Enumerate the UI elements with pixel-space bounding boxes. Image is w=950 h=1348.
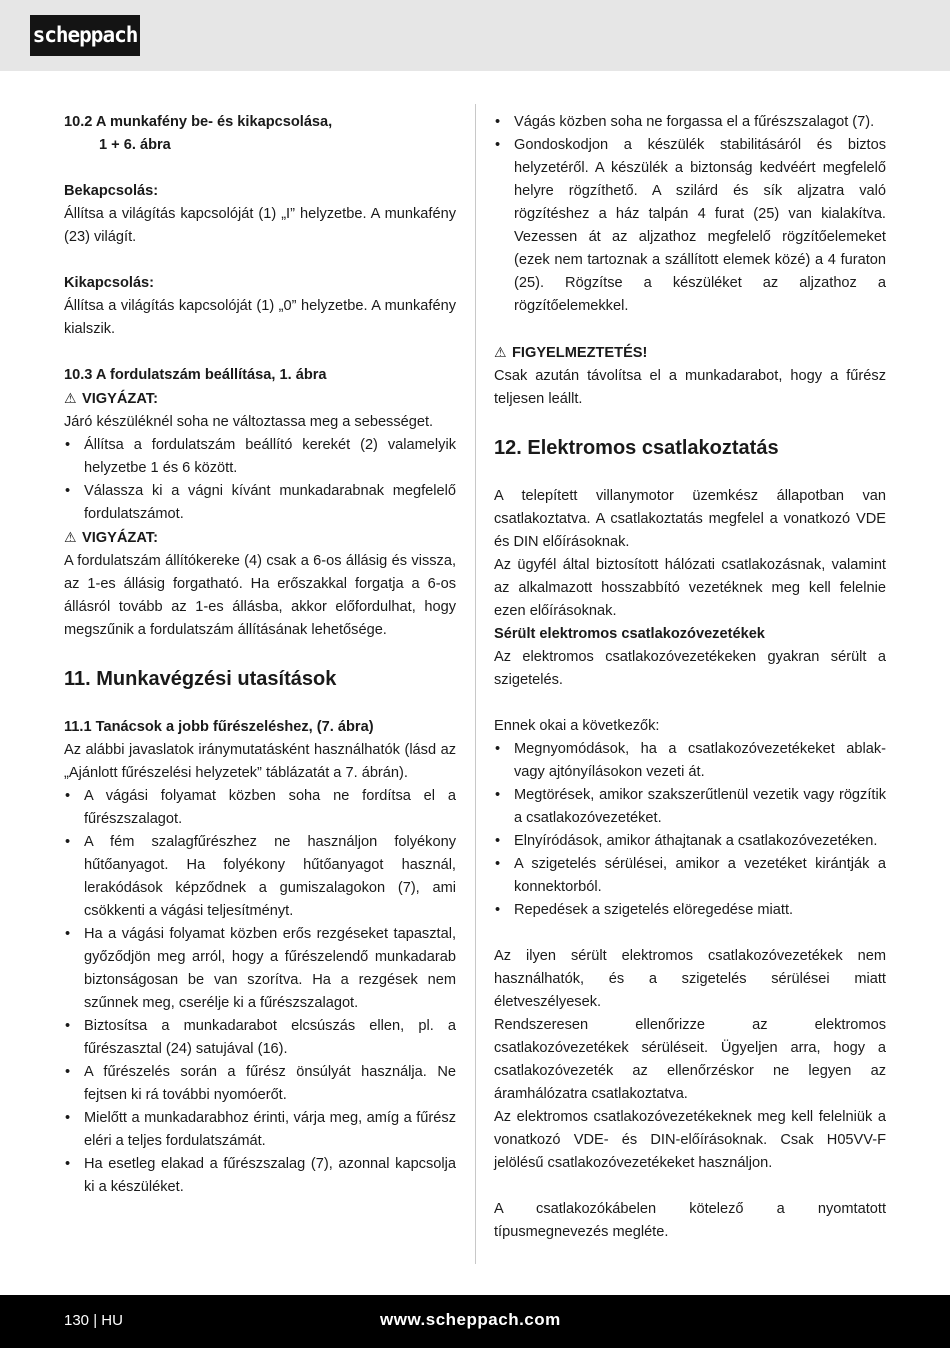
caution-text: A fordulatszám állítókereke (4) csak a 6-os állásig és vissza, az 1-es állásig forgatható. Ha erőszakkal forgatja a 6-os állásról tovább az 1-es állásba, akkor előfordulhat, hogy megszűnik a fordulatszám állításának lehetősége. xyxy=(64,553,456,638)
list-item: • Elnyíródások, amikor áthajtanak a csatlakozóvezetéken. xyxy=(494,830,886,853)
list-item: • A fűrészelés során a fűrész önsúlyát használja. Ne fejtsen ki rá további nyomóerőt. xyxy=(64,1061,456,1107)
caution-text: Járó készüléknél soha ne változtassa meg a sebességet. xyxy=(64,414,434,430)
type-label-paragraph: A csatlakozókábelen kötelező a nyomtatott típusmegnevezés megléte. xyxy=(494,1201,886,1240)
caution-heading: ⚠ VIGYÁZAT: xyxy=(64,387,456,411)
list-item: • Repedések a szigetelés elöregedése miatt. xyxy=(494,899,886,922)
section-10-3-title: 10.3 A fordulatszám beállítása, 1. ábra xyxy=(64,367,327,383)
section-11-1-title: 11.1 Tanácsok a jobb fűrészeléshez, (7. ábra) xyxy=(64,719,374,735)
electrical-paragraph: A telepített villanymotor üzemkész állapotban van csatlakoztatva. A csatlakoztatás megfelel a vonatkozó VDE és DIN előírásoknak. xyxy=(494,488,886,550)
warning-triangle-icon: ⚠ xyxy=(494,344,507,360)
switch-on-label: Bekapcsolás: xyxy=(64,183,159,199)
page-number: 130 | HU xyxy=(64,1312,123,1329)
section-10-2-subtitle: 1 + 6. ábra xyxy=(99,137,171,153)
section-12-title: 12. Elektromos csatlakoztatás xyxy=(494,437,779,459)
switch-on-text: Állítsa a világítás kapcsolóját (1) „I” helyzetbe. A munkafény (23) világít. xyxy=(64,206,456,245)
top-bullet-list xyxy=(494,111,886,318)
list-item: • Ha esetleg elakad a fűrészszalag (7), azonnal kapcsolja ki a készüléket. xyxy=(64,1153,456,1199)
list-item: • A vágási folyamat közben soha ne fordítsa el a fűrészszalagot. xyxy=(64,785,456,831)
list-item: • Biztosítsa a munkadarabot elcsúszás ellen, pl. a fűrészasztal (24) satujával (16). xyxy=(64,1015,456,1061)
left-column xyxy=(64,111,456,1199)
list-item: • Mielőtt a munkadarabhoz érinti, várja meg, amíg a fűrész eléri a teljes fordulatszámát. xyxy=(64,1107,456,1153)
list-item: • Állítsa a fordulatszám beállító kerekét (2) valamelyik helyzetbe 1 és 6 között. xyxy=(64,434,456,480)
section-11-title: 11. Munkavégzési utasítások xyxy=(64,668,337,690)
page-header xyxy=(0,0,950,71)
damaged-cables-label: Sérült elektromos csatlakozóvezetékek xyxy=(494,626,765,642)
section-11-1-intro: Az alábbi javaslatok iránymutatásként használhatók (lásd az „Ajánlott fűrészelési helyzetek” táblázatát a 7. ábrán). xyxy=(64,742,456,781)
electrical-paragraph: Az ügyfél által biztosított hálózati csatlakozásnak, valamint az alkalmazott hosszabbító vezetéknek meg kell felelnie ezen előírásoknak. xyxy=(494,557,886,619)
scheppach-logo: scheppach xyxy=(30,15,140,56)
website-link[interactable]: www.scheppach.com xyxy=(380,1310,561,1329)
sawing-tips-list xyxy=(64,785,456,1199)
causes-intro: Ennek okai a következők: xyxy=(494,718,660,734)
danger-paragraph: Az ilyen sérült elektromos csatlakozóvezetékek nem használhatók, és a szigetelés sérülései miatt életveszélyesek. xyxy=(494,948,886,1010)
switch-off-text: Állítsa a világítás kapcsolóját (1) „0” helyzetbe. A munkafény kialszik. xyxy=(64,298,456,337)
warning-text: Csak azután távolítsa el a munkadarabot, hogy a fűrész teljesen leállt. xyxy=(494,368,886,407)
speed-bullet-list xyxy=(64,434,456,526)
damaged-cables-text: Az elektromos csatlakozóvezetékeken gyakran sérült a szigetelés. xyxy=(494,649,886,688)
list-item: • Vágás közben soha ne forgassa el a fűrészszalagot (7). xyxy=(494,111,886,134)
caution-heading: ⚠ VIGYÁZAT: xyxy=(64,526,456,550)
warning-triangle-icon: ⚠ xyxy=(64,390,77,406)
list-item: • Válassza ki a vágni kívánt munkadarabnak megfelelő fordulatszámot. xyxy=(64,480,456,526)
list-item: • A szigetelés sérülései, amikor a vezetéket kirántják a konnektorból. xyxy=(494,853,886,899)
list-item: • Gondoskodjon a készülék stabilitásáról és biztos helyzetéről. A készülék a biztonság kedvéért megfelelő helyre rögzíthető. A szilárd és sík aljzatra való rögzítéshez a ház talpán 4 furat (25) van kialakítva. Vezessen át az aljzathoz megfelelő rögzítőelemeket (ezek nem tartoznak a szállított elemek közé) a 4 furaton (25). Rögzítse a készüléket az aljzathoz a rögzítőelemekkel. xyxy=(494,134,886,318)
list-item: • Megnyomódások, ha a csatlakozóvezetékeket ablak- vagy ajtónyílásokon vezeti át. xyxy=(494,738,886,784)
right-column xyxy=(494,111,886,1244)
column-divider xyxy=(475,104,476,1264)
warning-heading: ⚠ FIGYELMEZTETÉS! xyxy=(494,341,886,365)
vde-paragraph: Az elektromos csatlakozóvezetékeknek meg kell felelniük a vonatkozó VDE- és DIN-előírásoknak. Csak H05VV-F jelölésű csatlakozóvezetékeket használjon. xyxy=(494,1109,886,1171)
list-item: • A fém szalagfűrészhez ne használjon folyékony hűtőanyagot. Ha folyékony hűtőanyagot használ, lerakódások képződnek a gumiszalagokon (7), ami csökkenti a vágási teljesítményt. xyxy=(64,831,456,923)
list-item: • Ha a vágási folyamat közben erős rezgéseket tapasztal, győződjön meg arról, hogy a fűrészelendő munkadarab biztonságosan be van szorítva. Ha a rezgések nem szűnnek meg, cserélje ki a fűrészszalagot. xyxy=(64,923,456,1015)
list-item: • Megtörések, amikor szakszerűtlenül vezetik vagy rögzítik a csatlakozóvezetéket. xyxy=(494,784,886,830)
causes-list xyxy=(494,738,886,922)
check-paragraph: Rendszeresen ellenőrizze az elektromos csatlakozóvezetékek sérüléseit. Ügyeljen arra, hogy a csatlakozóvezeték az ellenőrzéskor ne legyen az áramhálózatra csatlakoztatva. xyxy=(494,1017,886,1102)
switch-off-label: Kikapcsolás: xyxy=(64,275,155,291)
warning-triangle-icon: ⚠ xyxy=(64,529,77,545)
page-footer xyxy=(0,1295,950,1348)
section-10-2-title: 10.2 A munkafény be- és kikapcsolása, xyxy=(64,114,333,130)
